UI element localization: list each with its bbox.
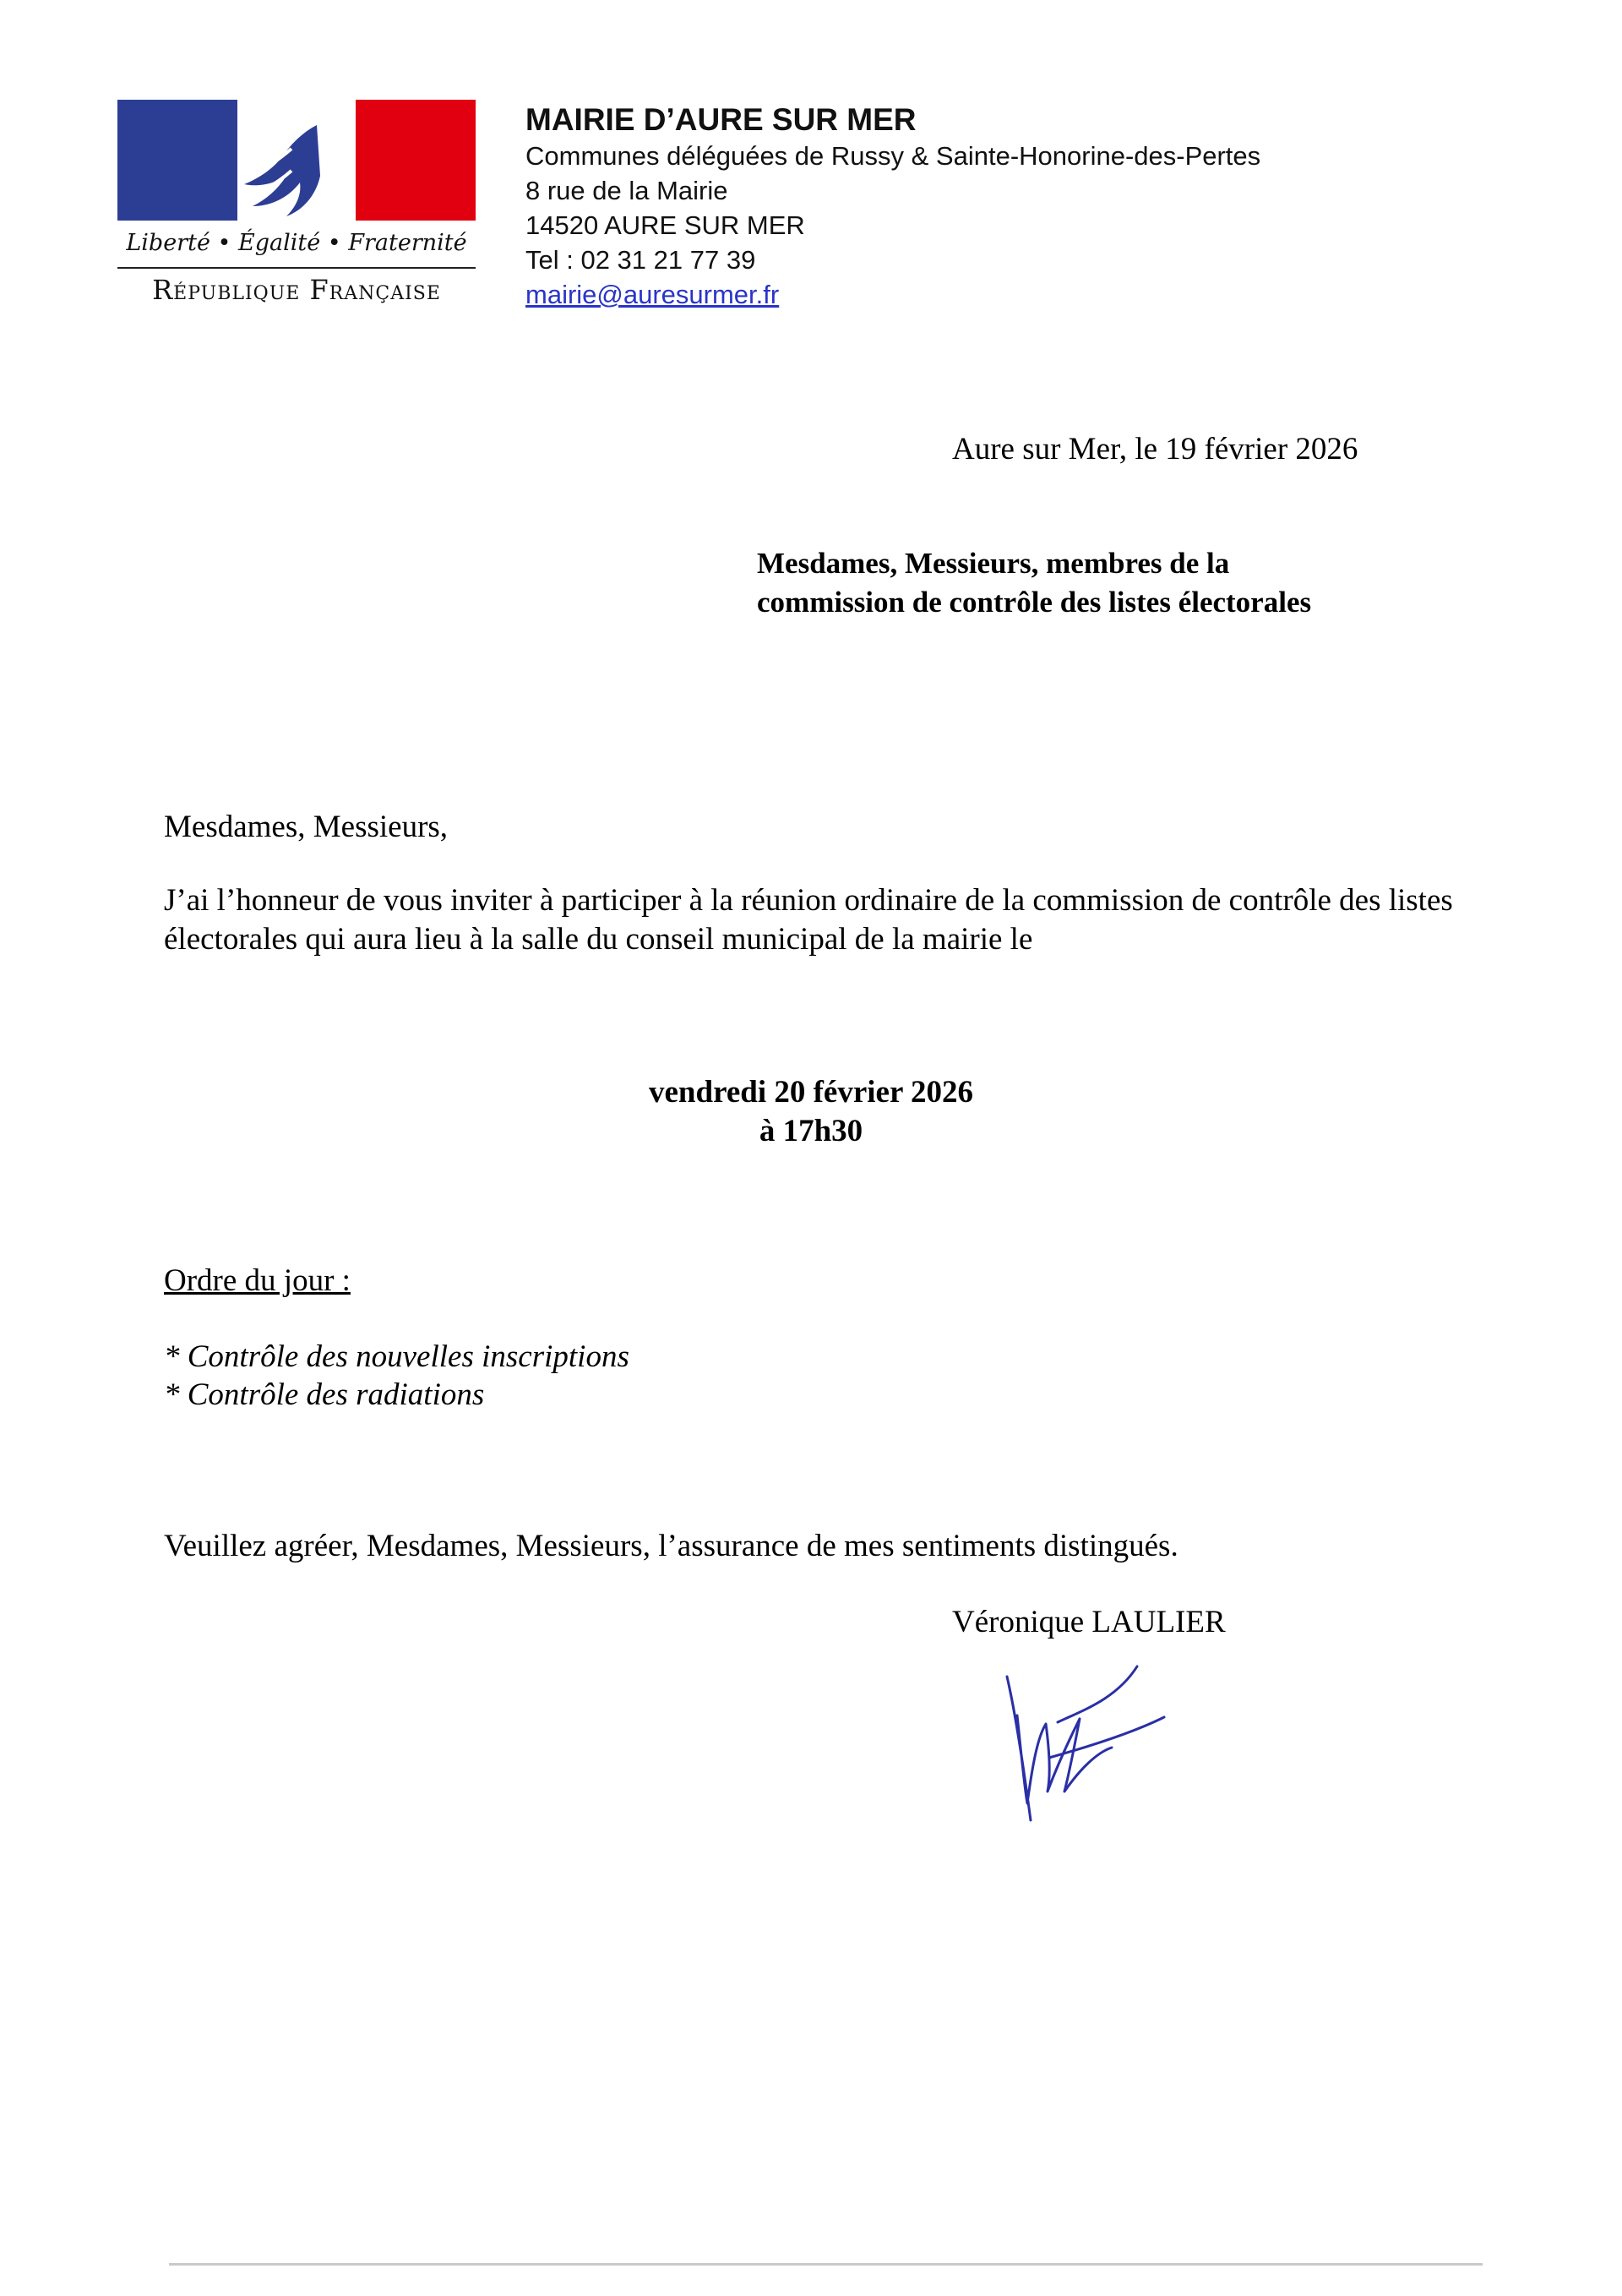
meeting-date: vendredi 20 février 2026 (649, 1075, 973, 1110)
footer-divider (169, 2263, 1483, 2266)
flag-blue-band (117, 100, 237, 221)
letterhead (525, 101, 1370, 312)
handwritten-signature-icon (999, 1665, 1168, 1825)
republic-name: République Française (152, 274, 441, 306)
agenda-title: Ordre du jour : (164, 1263, 351, 1298)
closing-formula: Veuillez agréer, Mesdames, Messieurs, l’assurance de mes sentiments distingués. (164, 1529, 1178, 1563)
signatory-name: Véronique LAULIER (952, 1605, 1226, 1639)
agenda-item: * Contrôle des nouvelles inscriptions (164, 1339, 629, 1374)
addressee-block (757, 544, 1311, 622)
agenda-list (164, 1338, 629, 1414)
republic-motto: Liberté • Égalité • Fraternité (126, 230, 467, 256)
phone-number: Tel : 02 31 21 77 39 (525, 245, 756, 275)
salutation: Mesdames, Messieurs, (164, 810, 449, 844)
flag-red-band (356, 100, 476, 221)
logo-divider (117, 267, 476, 269)
email-link[interactable]: mairie@auresurmer.fr (525, 280, 780, 309)
street-address: 8 rue de la Mairie (525, 176, 728, 205)
addressee-line-1: Mesdames, Messieurs, membres de la (757, 547, 1230, 580)
addressee-line-2: commission de contrôle des listes électorales (757, 586, 1312, 619)
postal-address: 14520 AURE SUR MER (525, 210, 805, 240)
meeting-time: à 17h30 (759, 1114, 863, 1148)
mairie-title: MAIRIE D’AURE SUR MER (525, 102, 917, 137)
agenda-item: * Contrôle des radiations (164, 1377, 485, 1412)
meeting-datetime (0, 1073, 1622, 1151)
republique-francaise-logo (117, 100, 476, 311)
place-date: Aure sur Mer, le 19 février 2026 (952, 432, 1358, 466)
marianne-flag-icon (117, 100, 476, 221)
invitation-paragraph: J’ai l’honneur de vous inviter à participer à la réunion ordinaire de la commission de contrôle des listes électorales qui aura lieu à la salle du conseil municipal de la mairie le (164, 883, 1453, 957)
communes-line: Communes déléguées de Russy & Sainte-Honorine-des-Pertes (525, 141, 1261, 171)
